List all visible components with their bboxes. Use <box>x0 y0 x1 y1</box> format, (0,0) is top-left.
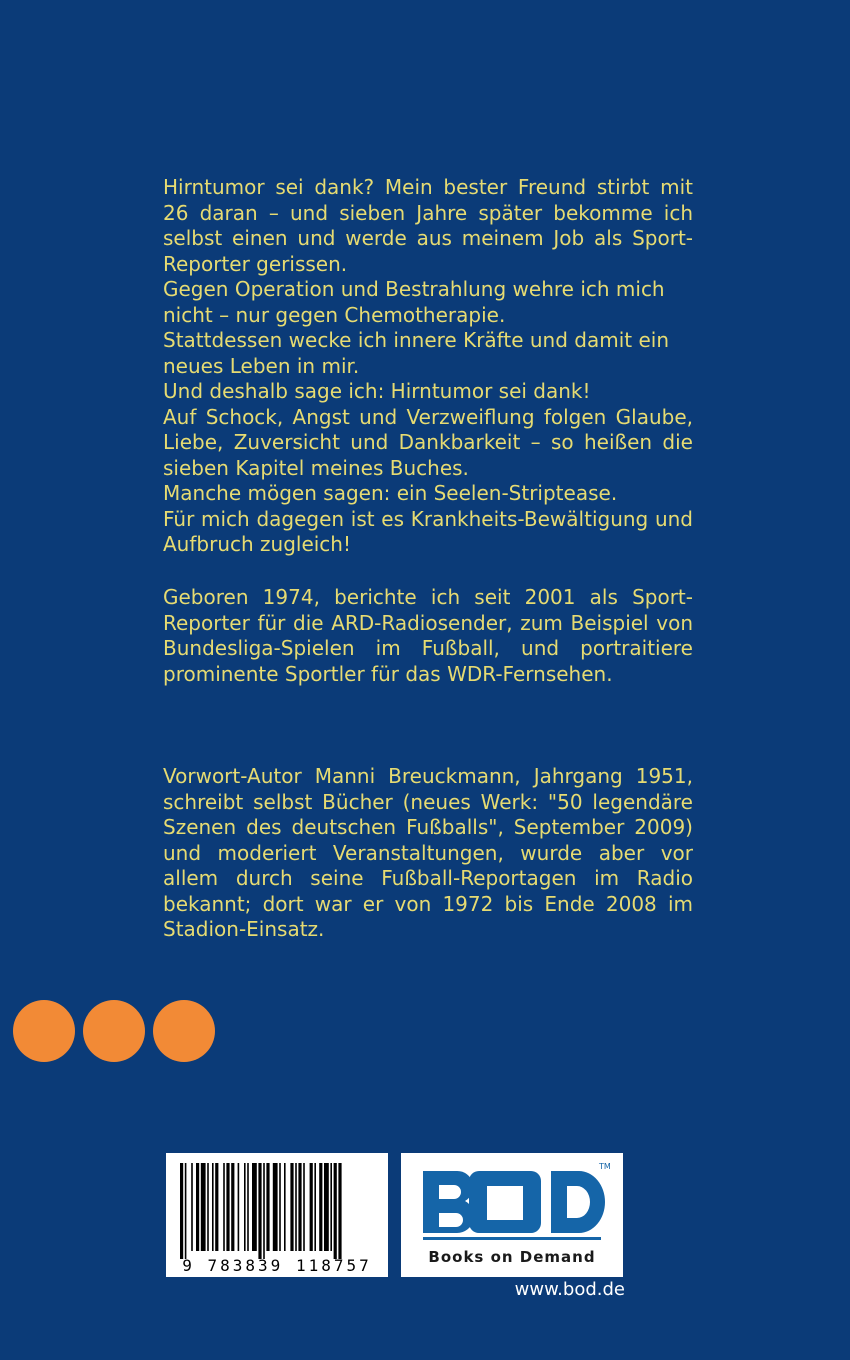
isbn-barcode <box>166 1153 388 1277</box>
foreword-author-bio: Vorwort-Autor Manni Breuckmann, Jahrgang 1951, schreibt selbst Bücher (neues Werk: "50 legendäre Szenen des deutschen Fußballs", September 2009) und moderiert Veranstaltungen, wurde aber vor allem durch seine Fußball-Reportagen im Radio bekannt; dort war er von 1972 bis Ende 2008 im Stadion-Einsatz. <box>163 764 693 941</box>
blurb-paragraph-2: Gegen Operation und Bestrahlung wehre ich mich nicht – nur gegen Chemotherapie. <box>163 277 665 327</box>
orange-dot <box>13 1000 75 1062</box>
isbn-number: 9 783839 118757 <box>182 1256 372 1275</box>
blurb-paragraph-1: Hirntumor sei dank? Mein bester Freund stirbt mit 26 daran – und sieben Jahre später bekomme ich selbst einen und werde aus meinem Job als Sport-Reporter gerissen. <box>163 175 693 276</box>
blurb-paragraph-6: Manche mögen sagen: ein Seelen-Striptease. <box>163 481 618 505</box>
orange-dot <box>153 1000 215 1062</box>
bod-tagline: Books on Demand <box>428 1248 596 1266</box>
blurb-paragraph-7: Für mich dagegen ist es Krankheits-Bewältigung und Aufbruch zugleich! <box>163 506 693 556</box>
blurb-paragraph-3: Stattdessen wecke ich innere Kräfte und damit ein neues Leben in mir. <box>163 328 670 378</box>
blurb-paragraph-5: Auf Schock, Angst und Verzweiflung folgen Glaube, Liebe, Zuversicht und Dankbarkeit – so heißen die sieben Kapitel meines Buches. <box>163 404 693 480</box>
blurb-text <box>163 175 693 558</box>
trademark-symbol: TM <box>599 1162 611 1171</box>
blurb-paragraph-4: Und deshalb sage ich: Hirntumor sei dank! <box>163 379 591 403</box>
author-bio: Geboren 1974, berichte ich seit 2001 als Sport-Reporter für die ARD-Radiosender, zum Beispiel von Bundesliga-Spielen im Fußball, und portraitiere prominente Sportler für das WDR-Fernsehen. <box>163 585 693 686</box>
bod-logo <box>401 1153 623 1277</box>
orange-dot <box>83 1000 145 1062</box>
decorative-dots <box>13 1000 215 1062</box>
publisher-url: www.bod.de <box>514 1279 625 1300</box>
